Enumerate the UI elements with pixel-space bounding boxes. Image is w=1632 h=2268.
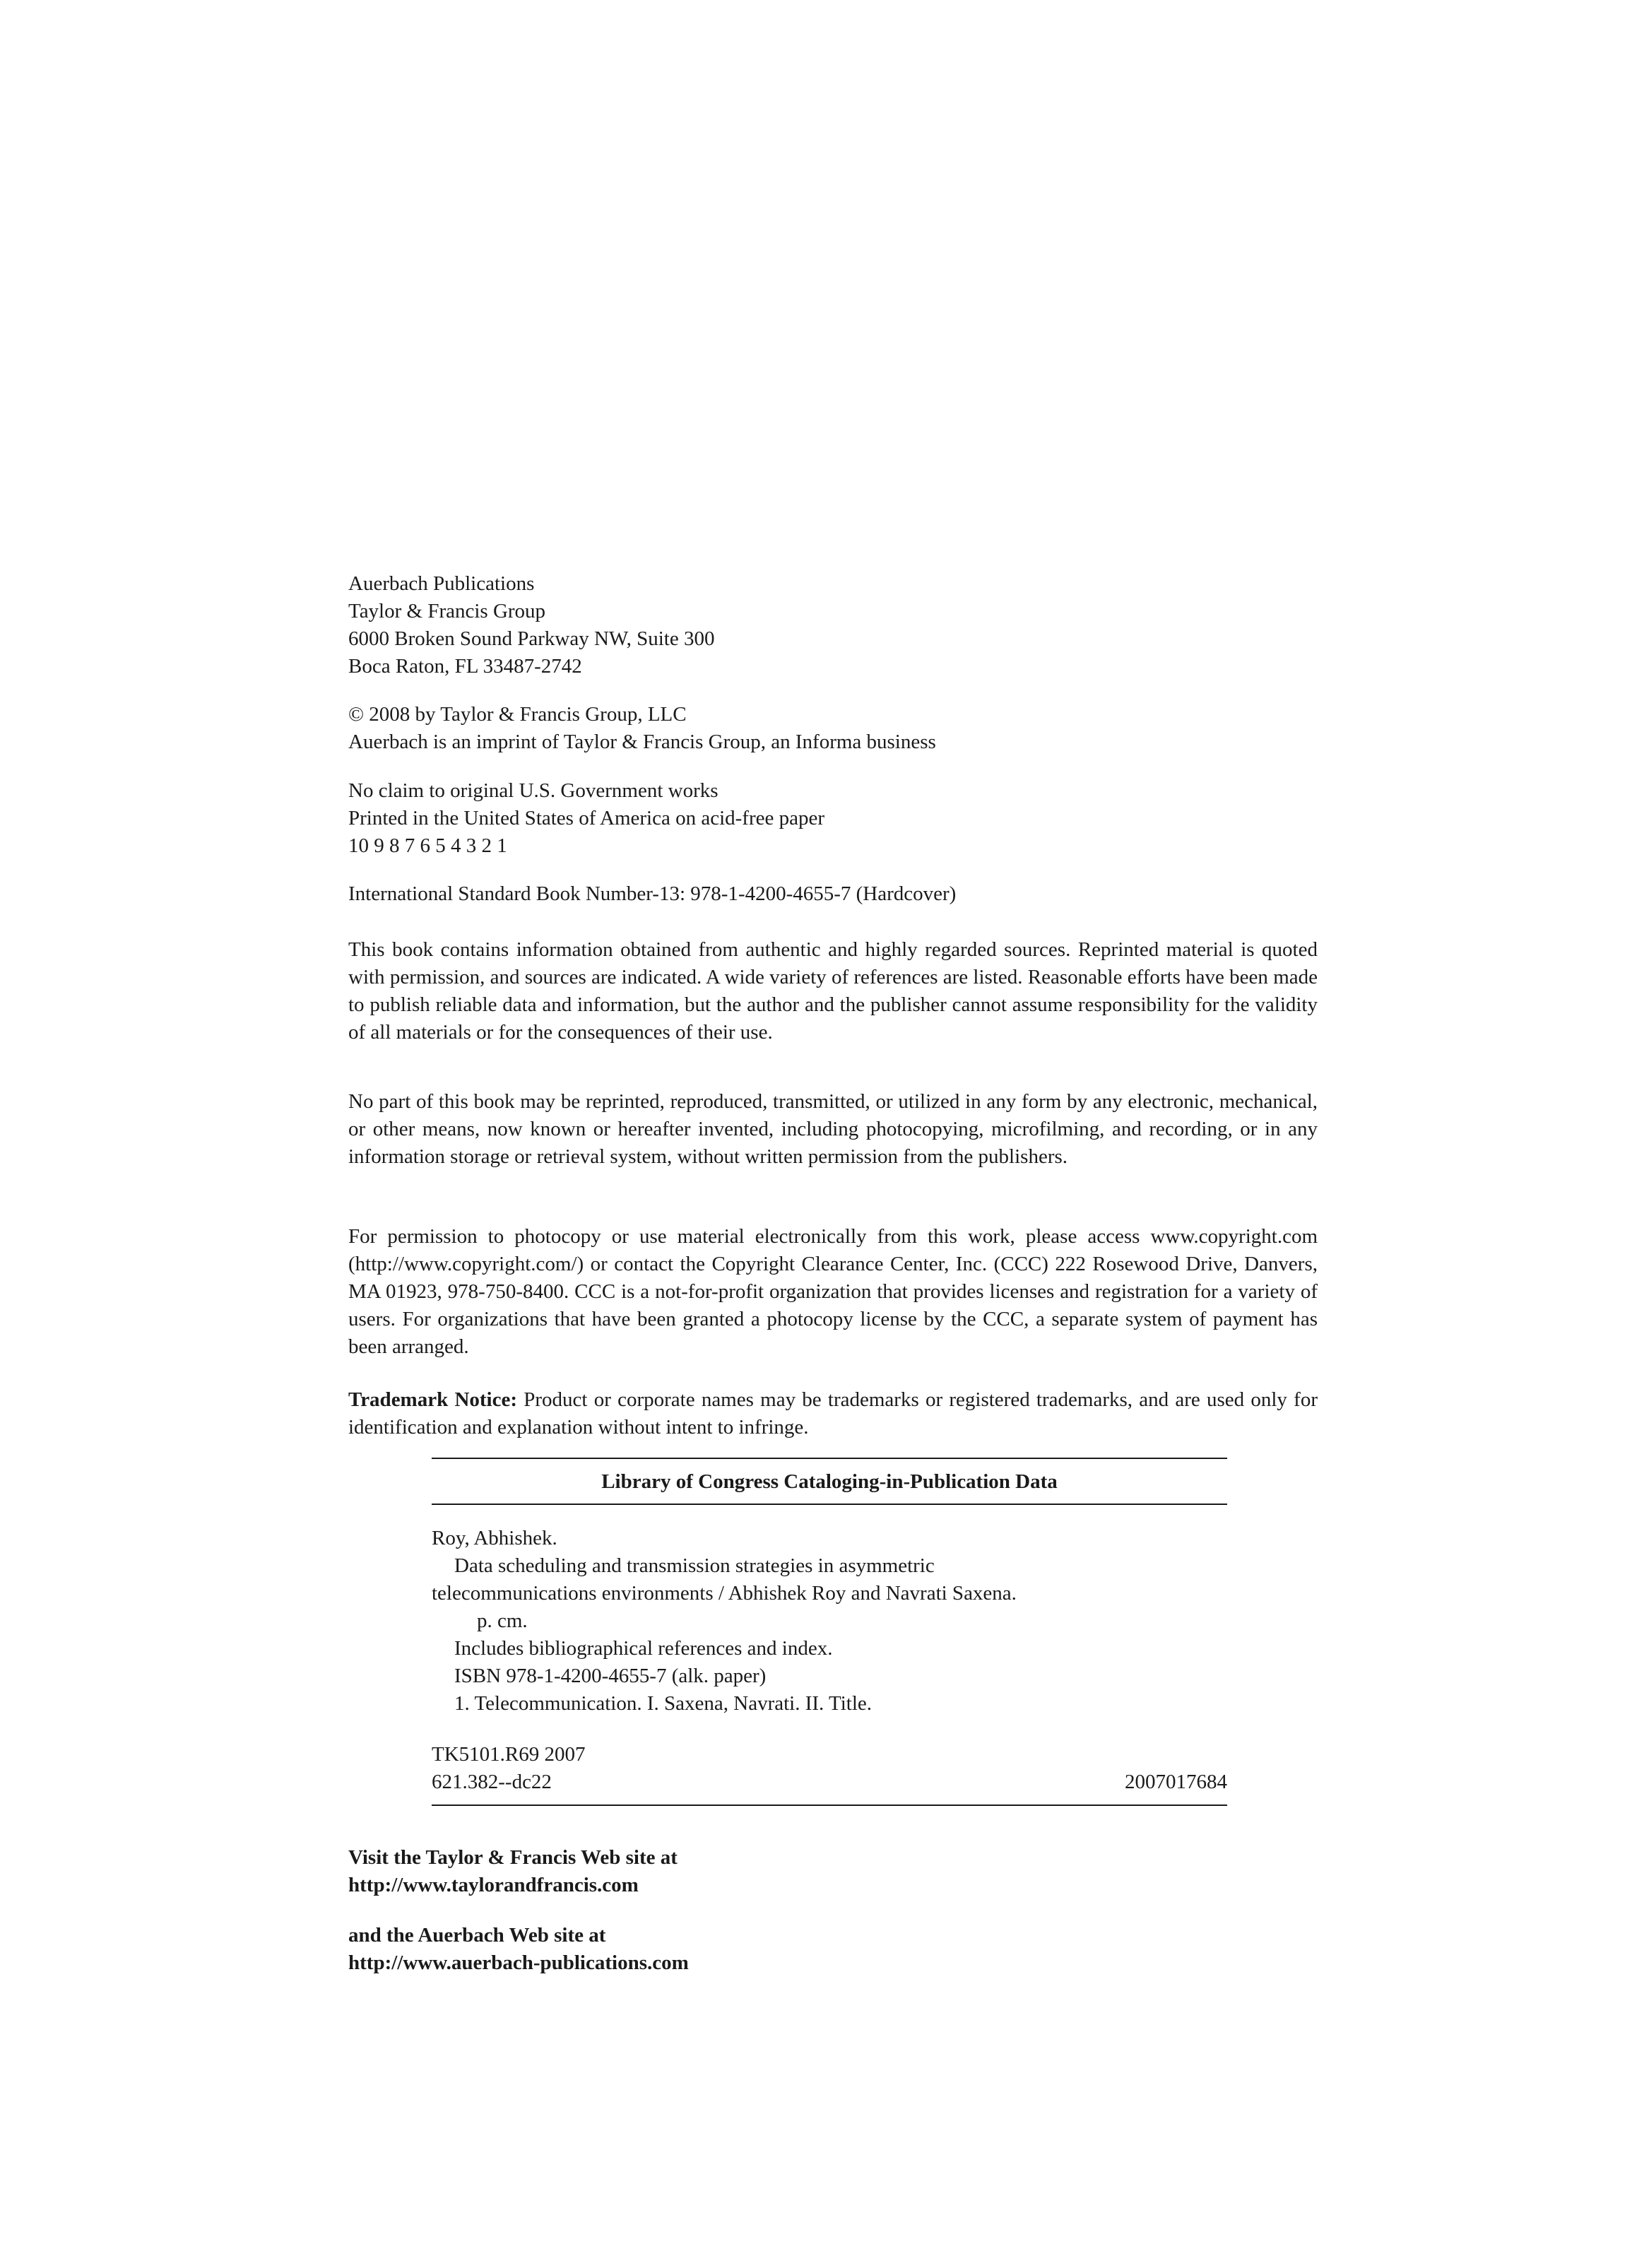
auerbach-website-intro: and the Auerbach Web site at: [348, 1924, 606, 1947]
cip-title-line-1: Data scheduling and transmission strategies in asymmetric: [454, 1554, 935, 1577]
isbn-block: [348, 880, 1318, 908]
auerbach-website-block: [348, 1922, 1318, 1977]
cip-bottom-rule: [432, 1805, 1227, 1806]
publisher-name: Auerbach Publications: [348, 572, 535, 595]
cip-top-rule: [432, 1458, 1227, 1459]
copyright-line: © 2008 by Taylor & Francis Group, LLC: [348, 703, 687, 726]
trademark-text: Product or corporate names may be trademarks or registered trademarks, and are used only for identification and explanation without intent to infringe.: [348, 1388, 1318, 1439]
auerbach-website-link[interactable]: http://www.auerbach-publications.com: [348, 1951, 689, 1974]
cip-dewey-row: [432, 1768, 1227, 1796]
cip-author: Roy, Abhishek.: [432, 1527, 557, 1549]
copyright-block: [348, 701, 1318, 756]
publisher-city: Boca Raton, FL 33487-2742: [348, 655, 582, 678]
tf-website-block: [348, 1844, 1318, 1899]
cip-lc-class: TK5101.R69 2007: [432, 1743, 586, 1766]
reproduction-paragraph: No part of this book may be reprinted, reproduced, transmitted, or utilized in any form by any electronic, mechanical, or other means, now known or hereafter invented, including photocopying, microfilming, and recording, or in any information storage or retrieval system, without written permission from the publishers.: [348, 1090, 1318, 1168]
sources-paragraph: This book contains information obtained from authentic and highly regarded sources. Reprinted material is quoted with permission, and sources are indicated. A wide variety of references are listed. Reasonable efforts have been made to publish reliable data and information, but the author and the publisher cannot assume responsibility for the validity of all materials or for the consequences of their use.: [348, 938, 1318, 1044]
printing-block: [348, 777, 1318, 860]
cip-physical: p. cm.: [477, 1610, 528, 1632]
cip-record: [432, 1525, 1227, 1718]
cip-classification: [432, 1741, 1227, 1796]
printed-in-line: Printed in the United States of America on acid-free paper: [348, 807, 825, 829]
trademark-label: Trademark Notice:: [348, 1388, 518, 1411]
publisher-group: Taylor & Francis Group: [348, 600, 546, 622]
isbn-line: International Standard Book Number-13: 978-1-4200-4655-7 (Hardcover): [348, 882, 957, 905]
cip-mid-rule: [432, 1504, 1227, 1505]
tf-website-link[interactable]: http://www.taylorandfrancis.com: [348, 1874, 639, 1896]
cip-notes: Includes bibliographical references and index.: [454, 1637, 833, 1660]
cip-dewey: 621.382--dc22: [432, 1771, 552, 1793]
imprint-line: Auerbach is an imprint of Taylor & Francis Group, an Informa business: [348, 731, 936, 753]
cip-lccn: 2007017684: [1125, 1771, 1227, 1793]
publisher-address: [348, 570, 1318, 680]
printing-number-line: 10 9 8 7 6 5 4 3 2 1: [348, 834, 507, 857]
cip-title-line-2: telecommunications environments / Abhishek Roy and Navrati Saxena.: [432, 1582, 1017, 1605]
publisher-street: 6000 Broken Sound Parkway NW, Suite 300: [348, 627, 715, 650]
government-works-line: No claim to original U.S. Government works: [348, 779, 719, 802]
cip-isbn: ISBN 978-1-4200-4655-7 (alk. paper): [454, 1665, 767, 1687]
cip-title: Library of Congress Cataloging-in-Publication Data: [601, 1470, 1058, 1493]
cip-subjects: 1. Telecommunication. I. Saxena, Navrati. II. Title.: [454, 1692, 873, 1715]
permission-paragraph: For permission to photocopy or use material electronically from this work, please access www.copyright.com (http://www.copyright.com/) or contact the Copyright Clearance Center, Inc. (CCC) 222 Rosewood Drive, Danvers, MA 01923, 978-750-8400. CCC is a not-for-profit organization that provides licenses and registration for a variety of users. For organizations that have been granted a photocopy license by the CCC, a separate system of payment has been arranged.: [348, 1225, 1318, 1358]
tf-website-intro: Visit the Taylor & Francis Web site at: [348, 1846, 678, 1869]
trademark-notice: [348, 1386, 1318, 1441]
